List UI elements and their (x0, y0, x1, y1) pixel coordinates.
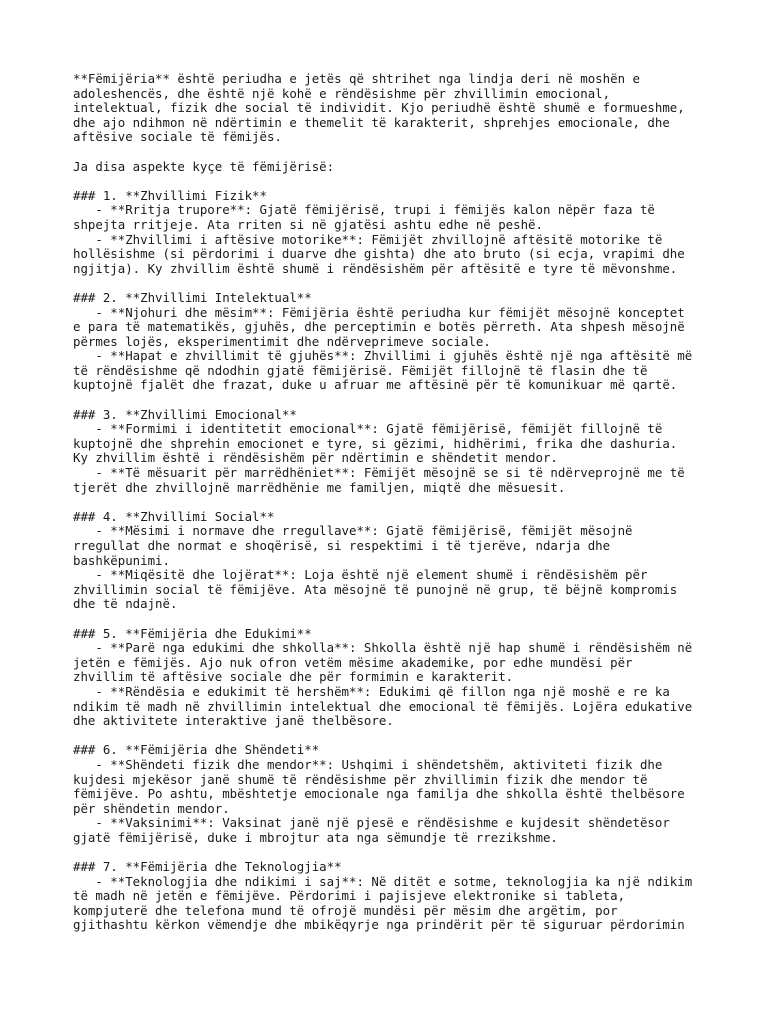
text-line: Ja disa aspekte kyçe të fëmijërisë: (73, 158, 335, 174)
text-line: hollësishme (si përdorimi i duarve dhe gishta) dhe ato bruto (si ecja, vrapimi dhe (73, 246, 685, 262)
text-line: kujdesi mjekësor janë shumë të rëndësishme për zhvillimin fizik dhe mendor të (73, 771, 648, 787)
text-line: zhvillim të aftësive sociale dhe për formimin e karakterit. (73, 669, 514, 685)
blank-line (73, 612, 713, 627)
blank-line (73, 276, 713, 291)
blank-line (73, 729, 713, 744)
text-line: të rëndësishme që ndodhin gjatë fëmijërisë. Fëmijët fillojnë të flasin dhe të (73, 362, 648, 378)
section-heading: ### 5. **Fëmijëria dhe Edukimi** (73, 625, 312, 641)
text-line: - **Miqësitë dhe lojërat**: Loja është një element shumë i rëndësishëm për (73, 567, 648, 583)
text-line: dhe të ndajnë. (73, 596, 178, 612)
text-line: Ky zhvillim është i rëndësishëm për ndërtimin e shëndetit mendor. (73, 450, 558, 466)
text-line: fëmijëve. Po ashtu, mbështetje emocionale nga familja dhe shkolla është thelbësore (73, 786, 685, 802)
blank-line (73, 145, 713, 160)
text-line: për shëndetin mendor. (73, 800, 230, 816)
blank-line (73, 845, 713, 860)
text-line: e para të matematikës, gjuhës, dhe perceptimin e botës përreth. Ata shpesh mësojnë (73, 319, 685, 335)
blank-line (73, 174, 713, 189)
text-line: ndikim të madh në zhvillimin intelektual dhe emocional të fëmijës. Lojëra edukative (73, 698, 693, 714)
text-line: - **Vaksinimi**: Vaksinat janë një pjesë e rëndësishme e kujdesit shëndetësor (73, 815, 670, 831)
text-line: gjatë fëmijërisë, duke i mbrojtur ata nga sëmundje të rrezikshme. (73, 829, 558, 845)
text-line: - **Rritja trupore**: Gjatë fëmijërisë, trupi i fëmijës kalon nëpër faza të (73, 202, 655, 218)
text-line: adoleshencës, dhe është një kohë e rëndësishme për zhvillimin emocional, (73, 85, 611, 101)
text-line: kuptojnë dhe shprehin emocionet e tyre, si gëzimi, hidhërimi, frika dhe dashuria. (73, 435, 678, 451)
blank-line (73, 495, 713, 510)
text-line: rregullat dhe normat e shoqërisë, si respektimi i të tjerëve, ndarja dhe (73, 538, 611, 553)
text-line: kompjuterë dhe telefona mund të ofrojë mundësi për mësim dhe argëtim, por (73, 902, 618, 918)
section-heading: ### 1. **Zhvillimi Fizik** (73, 187, 267, 203)
text-line: ngjitja). Ky zhvillim është shumë i rëndësishëm për aftësitë e tyre të mëvonshme. (73, 260, 678, 276)
text-line: - **Teknologjia dhe ndikimi i saj**: Në ditët e sotme, teknologjia ka një ndikim (73, 873, 693, 889)
text-line: zhvillimin social të fëmijëve. Ata mësojnë të punojnë në grup, të bëjnë kompromis (73, 581, 678, 597)
text-line: shpejta rritjeje. Ata rriten si në gjatësi ashtu edhe në peshë. (73, 216, 543, 232)
text-line: dhe aktivitete interaktive janë thelbësore. (73, 713, 394, 729)
text-line: **Fëmijëria** është periudha e jetës që shtrihet nga lindja deri në moshën e (73, 71, 640, 86)
text-line: - **Hapat e zhvillimit të gjuhës**: Zhvillimi i gjuhës është një nga aftësitë më (73, 348, 693, 364)
text-line: dhe ajo ndihmon në ndërtimin e themelit të karakterit, shprehjes emocionale, dhe (73, 114, 670, 130)
section-heading: ### 4. **Zhvillimi Social** (73, 508, 275, 524)
section-heading: ### 6. **Fëmijëria dhe Shëndeti** (73, 742, 320, 758)
section-heading: ### 2. **Zhvillimi Intelektual** (73, 289, 312, 305)
section-heading: ### 7. **Fëmijëria dhe Teknologjia** (73, 859, 342, 875)
text-line: - **Parë nga edukimi dhe shkolla**: Shkolla është një hap shumë i rëndësishëm në (73, 640, 693, 656)
text-line: gjithashtu kërkon vëmendje dhe mbikëqyrje nga prindërit për të siguruar përdorimin (73, 917, 685, 933)
text-line: përmes lojës, eksperimentimit dhe ndërveprimeve sociale. (73, 333, 491, 349)
text-line: - **Mësimi i normave dhe rregullave**: Gjatë fëmijërisë, fëmijët mësojnë (73, 523, 633, 539)
document-body (73, 72, 713, 933)
text-line: - **Formimi i identitetit emocional**: Gjatë fëmijërisë, fëmijët fillojnë të (73, 421, 663, 437)
section-heading: ### 3. **Zhvillimi Emocional** (73, 406, 297, 422)
text-line: bashkëpunimi. (73, 552, 170, 568)
text-line: - **Njohuri dhe mësim**: Fëmijëria është periudha kur fëmijët mësojnë konceptet (73, 304, 685, 320)
text-line: - **Zhvillimi i aftësive motorike**: Fëmijët zhvillojnë aftësitë motorike të (73, 231, 663, 247)
text-line: jetën e fëmijës. Ajo nuk ofron vetëm mësime akademike, por edhe mundësi për (73, 654, 633, 670)
blank-line (73, 393, 713, 408)
text-line: - **Rëndësia e edukimit të hershëm**: Edukimi që fillon nga një moshë e re ka (73, 683, 670, 699)
text-line: të madh në jetën e fëmijëve. Përdorimi i pajisjeve elektronike si tableta, (73, 888, 626, 904)
text-line: - **Shëndeti fizik dhe mendor**: Ushqimi i shëndetshëm, aktiviteti fizik dhe (73, 756, 663, 772)
text-line: kuptojnë fjalët dhe frazat, duke u afruar me aftësinë për të komunikuar më qartë. (73, 377, 678, 393)
text-line: aftësive sociale të fëmijës. (73, 129, 282, 145)
text-line: intelektual, fizik dhe social të individit. Kjo periudhë është shumë e formueshme, (73, 100, 685, 116)
text-line: - **Të mësuarit për marrëdhëniet**: Fëmijët mësojnë se si të ndërveprojnë me të (73, 465, 685, 481)
text-line: tjerët dhe zhvillojnë marrëdhënie me familjen, miqtë dhe mësuesit. (73, 479, 566, 495)
